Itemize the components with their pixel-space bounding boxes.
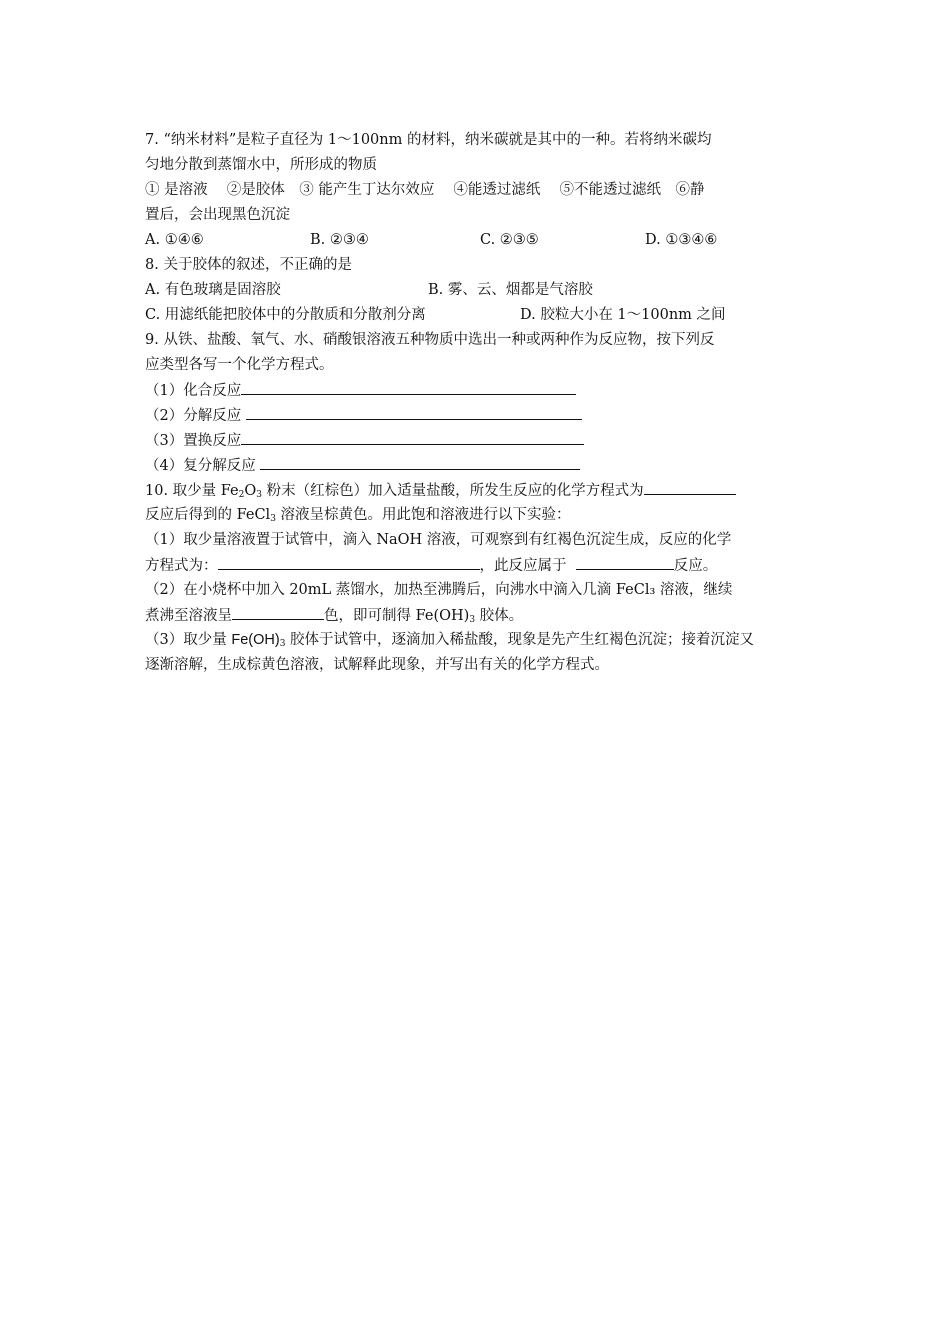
q10-text: （3）取少量 [145, 632, 232, 648]
answer-blank[interactable] [246, 403, 582, 420]
q8-options-row2 [145, 303, 815, 328]
answer-blank[interactable] [232, 603, 324, 620]
q10-text: 粉末（红棕色）加入适量盐酸，所发生反应的化学方程式为 [262, 483, 644, 499]
q9-item-3-label: （3）置换反应 [145, 433, 242, 449]
q9-item-4-label: （4）复分解反应 [145, 458, 256, 474]
answer-blank[interactable] [218, 553, 480, 570]
q10-text: Fe(OH) [231, 632, 280, 648]
answer-blank[interactable] [576, 553, 674, 570]
q10-text: 煮沸至溶液呈 [145, 608, 232, 624]
worksheet [145, 128, 815, 678]
q8-option-a: A. 有色玻璃是固溶胶 [145, 282, 281, 298]
subscript: 3 [256, 490, 262, 500]
subscript: 3 [279, 639, 286, 649]
q10-text: 溶液呈棕黄色。用此饱和溶液进行以下实验： [275, 507, 571, 523]
q10-part1-line1: （1）取少量溶液置于试管中，滴入 NaOH 溶液，可观察到有红褐色沉淀生成，反应的化学 [145, 532, 732, 548]
q10-part3-line1 [145, 628, 815, 653]
q8-option-d: D. 胶粒大小在 1～100nm 之间 [520, 307, 726, 323]
q9-item-2 [145, 403, 815, 428]
q7-option-a: A. ①④⑥ [145, 232, 204, 248]
subscript: 2 [238, 490, 245, 500]
q7-statements-line2: 置后，会出现黑色沉淀 [145, 207, 290, 223]
q10-text: 方程式为： [145, 558, 218, 574]
q10-text: 色，即可制得 Fe(OH) [324, 608, 470, 624]
q8-option-c: C. 用滤纸能把胶体中的分散质和分散剂分离 [145, 307, 426, 323]
q10-part2-line1: （2）在小烧杯中加入 20mL 蒸馏水，加热至沸腾后，向沸水中滴入几滴 FeCl₃ 溶液，继续 [145, 582, 733, 598]
subscript: 3 [270, 514, 276, 524]
q10-part2-line2 [145, 603, 815, 628]
q7-options [145, 228, 815, 253]
q8-options-row1 [145, 278, 815, 303]
q10-text: ，此反应属于 [479, 558, 567, 574]
q9-item-3 [145, 428, 815, 453]
answer-blank[interactable] [644, 478, 736, 495]
q10-stem-line2 [145, 503, 815, 528]
q8-stem: 8. 关于胶体的叙述，不正确的是 [145, 257, 352, 273]
q10-text: 反应后得到的 FeCl [145, 507, 271, 523]
q9-item-4 [145, 453, 815, 478]
q9-stem-line2: 应类型各写一个化学方程式。 [145, 357, 334, 373]
q10-stem-line1 [145, 478, 815, 503]
q8-option-b: B. 雾、云、烟都是气溶胶 [428, 282, 593, 298]
q7-option-c: C. ②③⑤ [480, 232, 539, 248]
q7-stem-line2: 匀地分散到蒸馏水中，所形成的物质 [145, 157, 377, 173]
q9-stem-line1: 9. 从铁、盐酸、氧气、水、硝酸银溶液五种物质中选出一种或两种作为反应物，按下列反 [145, 332, 715, 348]
q7-option-d: D. ①③④⑥ [645, 232, 718, 248]
subscript: 3 [469, 615, 476, 625]
answer-blank[interactable] [260, 453, 580, 470]
q10-text: O [244, 483, 257, 499]
q10-text: 胶体于试管中，逐滴加入稀盐酸，现象是先产生红褐色沉淀；接着沉淀又 [285, 632, 755, 648]
q7-stem-line1: 7. “纳米材料”是粒子直径为 1～100nm 的材料，纳米碳就是其中的一种。若将纳米碳均 [145, 132, 712, 148]
q7-statements-line1: ① 是溶液 ②是胶体 ③ 能产生丁达尔效应 ④能透过滤纸 ⑤不能透过滤纸 ⑥静 [145, 182, 705, 198]
q10-part1-line2 [145, 553, 815, 578]
q10-text: 反应。 [673, 558, 718, 574]
answer-blank[interactable] [241, 428, 584, 445]
q10-text: 10. 取少量 Fe [145, 483, 239, 499]
answer-blank[interactable] [241, 378, 576, 395]
q10-part3-line2: 逐渐溶解，生成棕黄色溶液，试解释此现象，并写出有关的化学方程式。 [145, 657, 609, 673]
q9-item-1-label: （1）化合反应 [145, 383, 242, 399]
q10-text: 胶体。 [475, 608, 524, 624]
q9-item-2-label: （2）分解反应 [145, 408, 242, 424]
q7-option-b: B. ②③④ [310, 232, 369, 248]
q9-item-1 [145, 378, 815, 403]
